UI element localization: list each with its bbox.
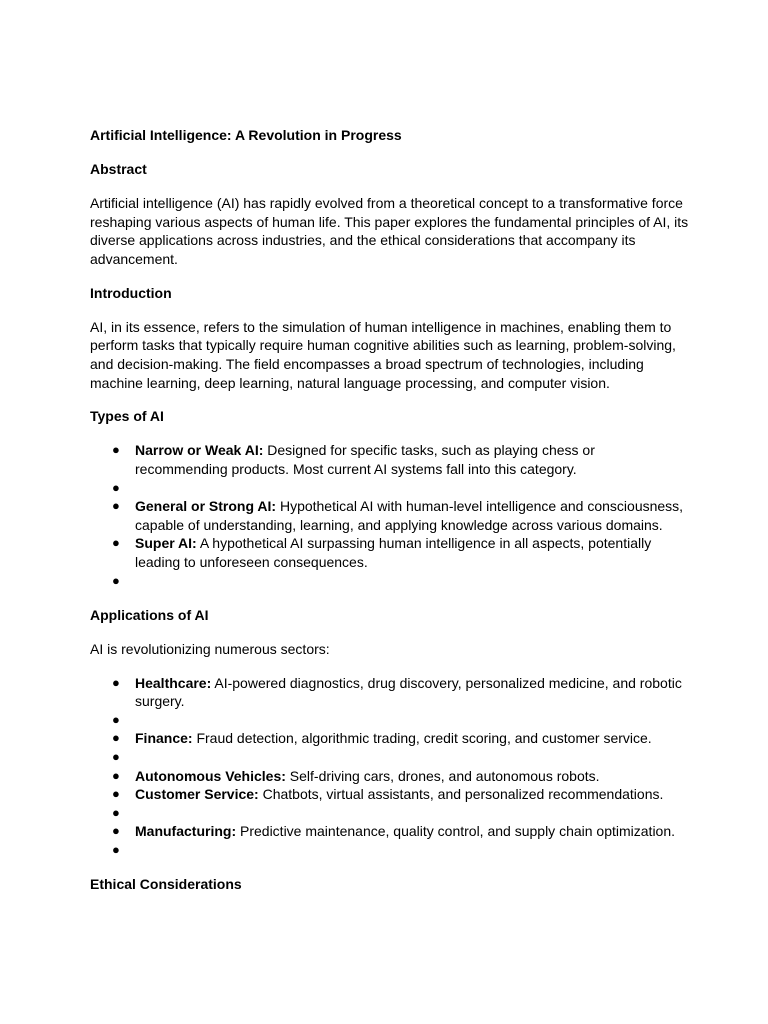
list-item bbox=[90, 729, 690, 748]
ethics-heading: Ethical Considerations bbox=[90, 875, 242, 892]
spacer bbox=[90, 179, 690, 194]
list-item bbox=[90, 572, 690, 591]
spacer bbox=[90, 145, 690, 160]
list-item bbox=[90, 479, 690, 498]
spacer bbox=[90, 392, 690, 407]
spacer bbox=[90, 590, 690, 605]
spacer bbox=[90, 658, 690, 673]
item-label: Finance: bbox=[135, 730, 193, 747]
applications-list bbox=[90, 674, 690, 860]
item-label: Super AI: bbox=[135, 535, 197, 552]
list-item bbox=[90, 804, 690, 823]
list-item bbox=[90, 497, 690, 534]
introduction-heading: Introduction bbox=[90, 284, 172, 301]
abstract-text: Artificial intelligence (AI) has rapidly evolved from a theoretical concept to a transformative force reshaping various aspects of human life. This paper explores the fundamental principles of AI, its diverse applications across industries, and the ethical considerations that accompany its advancement. bbox=[90, 194, 689, 267]
item-text: Self-driving cars, drones, and autonomous robots. bbox=[285, 767, 600, 784]
item-text: AI-powered diagnostics, drug discovery, personalized medicine, and robotic surgery. bbox=[135, 674, 682, 710]
bullet-icon: ● bbox=[112, 479, 120, 495]
item-text: Predictive maintenance, quality control, and supply chain optimization. bbox=[236, 823, 676, 840]
spacer bbox=[90, 860, 690, 875]
bullet-icon: ● bbox=[112, 767, 120, 783]
bullet-icon: ● bbox=[112, 823, 120, 839]
spacer bbox=[90, 624, 690, 639]
item-label: Autonomous Vehicles: bbox=[135, 767, 286, 784]
item-label: General or Strong AI: bbox=[135, 498, 277, 515]
list-item bbox=[90, 674, 690, 711]
item-text: Designed for specific tasks, such as playing chess or recommending products. Most current AI systems fall into this category. bbox=[135, 442, 595, 478]
types-list bbox=[90, 441, 690, 590]
list-item bbox=[90, 748, 690, 767]
types-heading: Types of AI bbox=[90, 408, 164, 425]
bullet-icon: ● bbox=[112, 804, 120, 820]
bullet-icon: ● bbox=[112, 572, 120, 588]
bullet-icon: ● bbox=[112, 786, 120, 802]
bullet-icon: ● bbox=[112, 730, 120, 746]
list-item bbox=[90, 785, 690, 804]
document-title: Artificial Intelligence: A Revolution in Progress bbox=[90, 127, 402, 143]
item-label: Narrow or Weak AI: bbox=[135, 442, 264, 459]
applications-heading: Applications of AI bbox=[90, 606, 209, 623]
item-text: Hypothetical AI with human-level intelligence and consciousness, capable of understanding, learning, and applying knowledge across various domains. bbox=[135, 498, 684, 533]
document-page bbox=[90, 126, 690, 894]
bullet-icon: ● bbox=[112, 498, 120, 514]
bullet-icon: ● bbox=[112, 841, 120, 857]
spacer bbox=[90, 268, 690, 283]
list-item bbox=[90, 841, 690, 860]
item-label: Customer Service: bbox=[135, 786, 259, 803]
spacer bbox=[90, 426, 690, 441]
item-label: Manufacturing: bbox=[135, 823, 237, 840]
abstract-heading: Abstract bbox=[90, 160, 147, 177]
applications-intro: AI is revolutionizing numerous sectors: bbox=[90, 640, 330, 657]
item-text: Fraud detection, algorithmic trading, credit scoring, and customer service. bbox=[192, 730, 652, 747]
bullet-icon: ● bbox=[112, 535, 120, 551]
bullet-icon: ● bbox=[112, 674, 120, 690]
item-text: A hypothetical AI surpassing human intelligence in all aspects, potentially leading to unforeseen consequences. bbox=[135, 535, 652, 571]
list-item bbox=[90, 822, 690, 841]
list-item bbox=[90, 711, 690, 730]
bullet-icon: ● bbox=[112, 711, 120, 727]
item-text: Chatbots, virtual assistants, and personalized recommendations. bbox=[258, 786, 664, 803]
bullet-icon: ● bbox=[112, 748, 120, 764]
introduction-text: AI, in its essence, refers to the simulation of human intelligence in machines, enabling them to perform tasks that typically require human cognitive abilities such as learning, problem-solving, and decision-making. The field encompasses a broad spectrum of technologies, including machine learning, deep learning, natural language processing, and computer vision. bbox=[90, 318, 676, 391]
item-label: Healthcare: bbox=[135, 674, 212, 691]
list-item bbox=[90, 767, 690, 786]
bullet-icon: ● bbox=[112, 442, 120, 458]
list-item bbox=[90, 534, 690, 571]
list-item bbox=[90, 441, 690, 478]
spacer bbox=[90, 302, 690, 317]
